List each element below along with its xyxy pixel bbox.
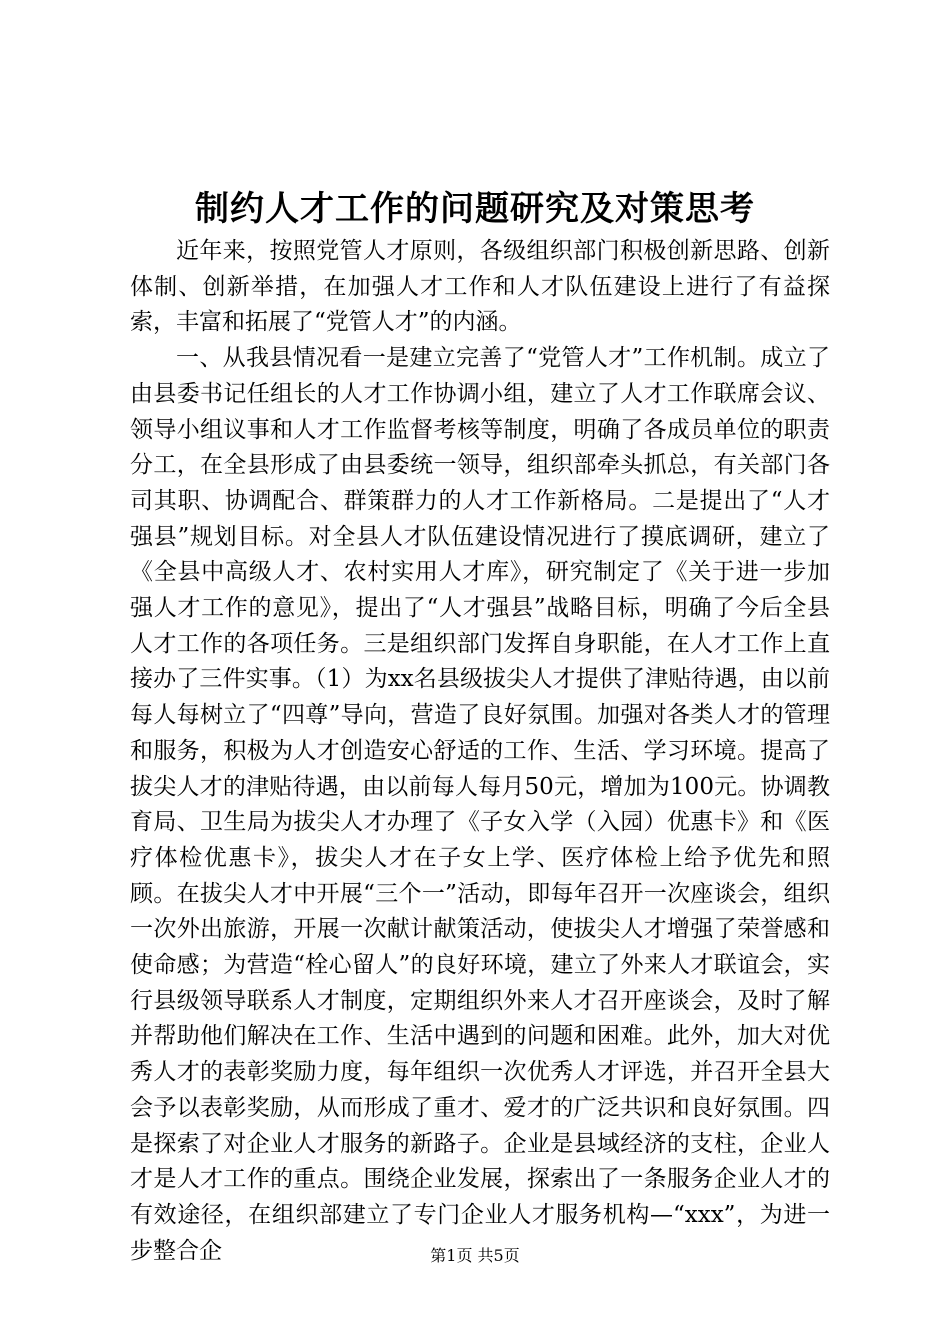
paragraph-intro: 近年来，按照党管人才原则，各级组织部门积极创新思路、创新体制、创新举措，在加强人才工作和人才队伍建设上进行了有益探索，丰富和拓展了“党管人才”的内涵。: [130, 238, 830, 336]
page-footer: 第1页 共5页: [430, 1246, 520, 1265]
document-title: 制约人才工作的问题研究及对策思考: [195, 189, 755, 229]
document-body: [130, 234, 830, 1269]
paragraph-county-situation: 一、从我县情况看一是建立完善了“党管人才”工作机制。成立了由县委书记任组长的人才工作协调小组，建立了人才工作联席会议、领导小组议事和人才工作监督考核等制度，明确了各成员单位的职责分工，在全县形成了由县委统一领导，组织部牵头抓总，有关部门各司其职、协调配合、群策群力的人才工作新格局。二是提出了“人才强县”规划目标。对全县人才队伍建设情况进行了摸底调研，建立了《全县中高级人才、农村实用人才库》，研究制定了《关于进一步加强人才工作的意见》，提出了“人才强县”战略目标，明确了今后全县人才工作的各项任务。三是组织部门发挥自身职能，在人才工作上直接办了三件实事。（1）为xx名县级拔尖人才提供了津贴待遇，由以前每人每树立了“四尊”导向，营造了良好氛围。加强对各类人才的管理和服务，积极为人才创造安心舒适的工作、生活、学习环境。提高了拔尖人才的津贴待遇，由以前每人每月50元，增加为100元。协调教育局、卫生局为拔尖人才办理了《子女入学（入园）优惠卡》和《医疗体检优惠卡》，拔尖人才在子女上学、医疗体检上给予优先和照顾。在拔尖人才中开展“三个一”活动，即每年召开一次座谈会，组织一次外出旅游，开展一次献计献策活动，使拔尖人才增强了荣誉感和使命感；为营造“栓心留人”的良好环境，建立了外来人才联谊会，实行县级领导联系人才制度，定期组织外来人才召开座谈会，及时了解并帮助他们解决在工作、生活中遇到的问题和困难。此外，加大对优秀人才的表彰奖励力度，每年组织一次优秀人才评选，并召开全县大会予以表彰奖励，从而形成了重才、爱才的广泛共识和良好氛围。四是探索了对企业人才服务的新路子。企业是县域经济的支柱，企业人才是人才工作的重点。围绕企业发展，探索出了一条服务企业人才的有效途径，在组织部建立了专门企业人才服务机构—“xxx”，为进一步整合企: [130, 345, 830, 1264]
